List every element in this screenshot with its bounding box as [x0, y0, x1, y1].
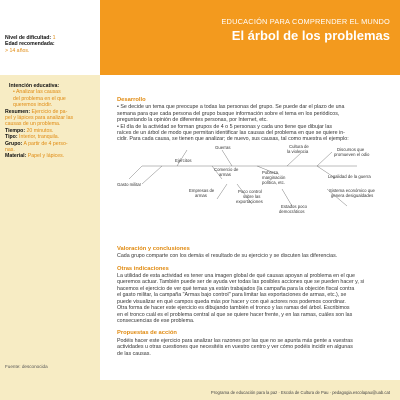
otras-line: hacemos el ejercicio de ver qué temas ya están trabajados (la campaña para la objeción fiscal contra: [117, 285, 355, 292]
desarrollo-line: preguntando la opinión de diferentes personas, por Internet, etc.: [117, 117, 268, 124]
details-block: [5, 83, 97, 160]
source-note: Fuente: desconocida: [5, 364, 48, 369]
header-subtitle: EDUCACIÓN PARA COMPRENDER EL MUNDO: [221, 17, 390, 26]
time-label: Tiempo:: [5, 127, 26, 134]
node-empresas: Empresas de: [189, 187, 215, 193]
section-title-valoracion: Valoración y conclusiones: [117, 245, 190, 252]
node-poco-control: exportaciones: [236, 198, 263, 204]
difficulty-block: [5, 35, 97, 54]
group-line: nas.: [5, 147, 15, 154]
node-pobreza: marginación: [262, 174, 286, 180]
node-comercio: Comercio de: [214, 166, 239, 172]
summary-line: causas de un problema.: [5, 121, 61, 128]
valoracion-line: Cada grupo comparte con los demás el resultado de su ejercicio y se discuten las diferencias.: [117, 253, 338, 260]
otras-line: Otra forma de hacer este ejercicio es dibujando también el tronco y las ramas del árbol. Escribimos: [117, 305, 350, 312]
material-label: Material:: [5, 153, 27, 160]
node-comercio: armas: [219, 171, 231, 177]
otras-line: queremos actuar. También puede ser de ayuda ver todas las posibles acciones que se pueden hacer y, si: [117, 279, 365, 286]
summary-line: Ejercicio de pa-: [31, 108, 68, 115]
group-label: Grupo:: [5, 140, 23, 147]
problem-tree-diagram: [117, 144, 393, 244]
node-gasto: Gasto militar: [117, 181, 142, 187]
main-content: [117, 97, 393, 357]
otras-line: en el tronco cuál es el problema central al que se quiere hacer frente, y en las ramas, cuáles son las: [117, 311, 353, 318]
node-discursos: promueven el odio: [334, 151, 370, 157]
desarrollo-line: semana para que cada persona del grupo busque información sobre el tema en los periódicos,: [117, 110, 340, 117]
node-sistema: Sistema económico que: [329, 187, 375, 193]
footer-text: Programa de educación para la paz · Escola de Cultura de Pau · pedagogia.escolapau@uab.cat: [210, 390, 390, 395]
node-guerras: Guerras: [215, 144, 231, 150]
node-legalidad: Legalidad de la guerra: [328, 173, 371, 179]
intention-label: Intención educativa:: [9, 83, 60, 89]
age-value: > 14 años.: [5, 47, 30, 54]
intention-line: queremos incidir.: [13, 102, 53, 109]
intention-line: del problema en el que: [13, 95, 66, 102]
time-value: 20 minutos.: [26, 127, 54, 134]
otras-line: consecuencias de ese problema.: [117, 317, 195, 324]
group-line: A partir de 4 perso-: [23, 140, 68, 147]
desarrollo-line: • Se decide un tema que preocupe a todas las personas del grupo. Se puede dar el plazo de una: [117, 104, 345, 111]
otras-line: puede visualizar en qué campos queda más por hacer y con qué actores nos podemos coordinar.: [117, 298, 346, 305]
otras-line: el gasto militar, la campaña "Armas bajo control" para limitar las exportaciones de armas, etc.), se: [117, 292, 347, 299]
node-estados: Estados poco: [281, 203, 308, 209]
section-title-desarrollo: Desarrollo: [117, 97, 146, 103]
node-cultura-violencia: Cultura de: [289, 143, 309, 149]
otras-line: La utilidad de esta actividad es tener una imagen global de qué causas apoyan al problema en el que: [117, 273, 355, 280]
node-pobreza: política, etc.: [262, 179, 285, 185]
node-sistema: genera desigualdades: [331, 192, 374, 198]
desarrollo-line: • El día de la actividad se forman grupos de 4 o 5 personas y cada uno tiene que dibujar las: [117, 123, 333, 130]
difficulty-value: 1: [52, 35, 56, 41]
section-title-otras: Otras indicaciones: [117, 265, 169, 272]
section-title-propuestas: Propuestas de acción: [117, 330, 177, 337]
propuestas-line: Podéis hacer este ejercicio para analizar las razones por las que no se apunta más gente a vuestras: [117, 337, 353, 344]
age-label: Edad recomendada:: [5, 41, 55, 48]
summary-label: Resumen:: [5, 108, 31, 115]
node-poco-control: sobre las: [243, 193, 261, 199]
node-poco-control: Poco control: [238, 188, 262, 194]
desarrollo-line: raíces de un árbol de modo que permitan identificar las causas del problema en que se quiere in-: [117, 130, 345, 137]
node-cultura-violencia: la violencia: [287, 148, 309, 154]
type-value: Interior, tranquila.: [19, 134, 60, 141]
node-discursos: Discursos que: [337, 146, 365, 152]
intention-line: • Analizar las causas: [13, 89, 61, 96]
node-ejercitos: Ejércitos: [175, 157, 192, 163]
header-band: [100, 0, 400, 75]
node-empresas: armas: [195, 192, 207, 198]
propuestas-line: actividades u otras cuestiones que necesitéis en vuestro centro y ver cómo podéis incidir en algunas: [117, 344, 353, 351]
type-label: Tipo:: [5, 134, 18, 141]
summary-line: pel y lápices para analizar las: [5, 115, 74, 122]
difficulty-label: Nivel de dificultad:: [5, 35, 52, 41]
propuestas-line: de las causas.: [117, 350, 151, 357]
page-title: El árbol de los problemas: [231, 28, 390, 43]
node-estados: democráticos: [279, 208, 305, 214]
desarrollo-line: cidir. Para cada causa, se tienen que analizar; de nuevo, sus causas, tal como muestra el ejemplo:: [117, 136, 349, 143]
material-value: Papel y lápices.: [27, 153, 65, 160]
node-pobreza: Pobreza,: [262, 169, 280, 175]
